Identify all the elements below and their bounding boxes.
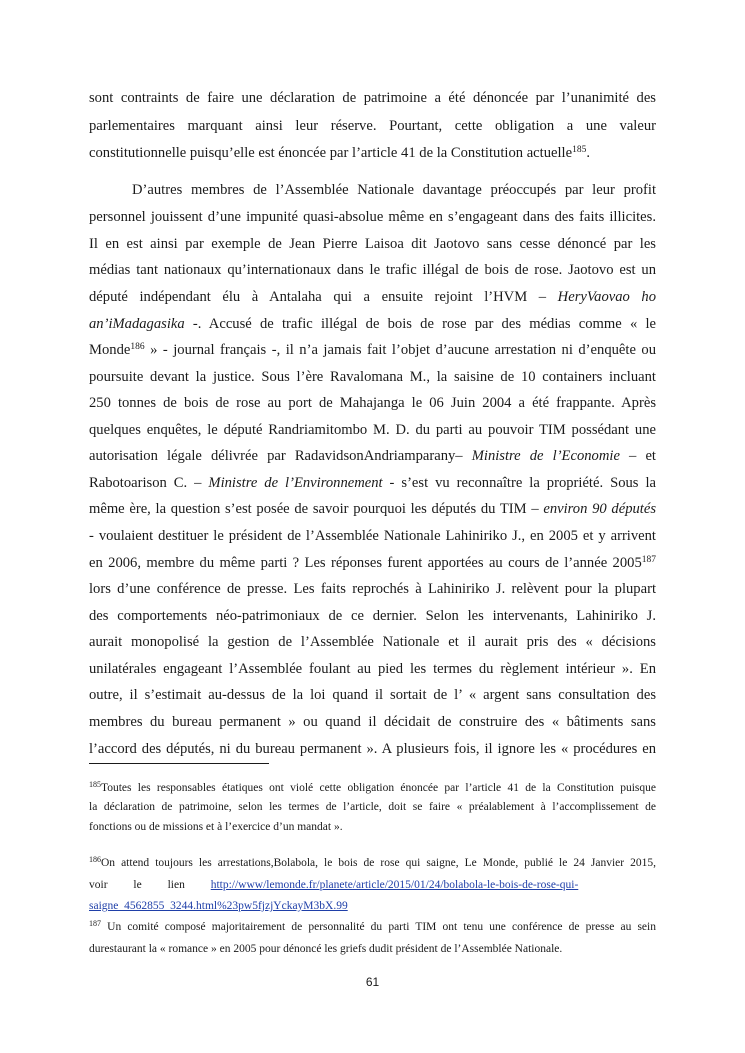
body-line: constitutionnelle puisqu’elle est énoncée par l’article 41 de la Constitution actuelle$^{185}$. <box>89 145 590 161</box>
body-line: Il en est ainsi par exemple de Jean Pierre Laisoa dit Jaotovo sans cesse dénoncé par les <box>89 236 656 252</box>
footnote-separator <box>89 763 269 764</box>
body-line: Monde$^{186}$ » - journal français -, il n’a jamais fait l’objet d’aucune arrestation ni d’enquête ou <box>89 342 656 358</box>
footnote-ref-185[interactable]: 185 <box>572 145 587 155</box>
body-line: sont contraints de faire une déclaration de patrimoine a été dénoncée par l’unanimité des <box>89 90 656 106</box>
footnote-link[interactable]: saigne_4562855_3244.html%23pw5fjzjYckayM3bX.99 <box>89 900 348 912</box>
body-line: député indépendant élu à Antalaha qui a ensuite rejoint l’HVM – HeryVaovao ho <box>89 289 656 305</box>
footnote-187: $^{187}$ Un comité composé majoritairement de personnalité du parti TIM ont tenu une conférence de presse au sein <box>89 919 656 933</box>
body-line: autorisation légale délivrée par RadavidsonAndriamparany– Ministre de l’Economie – et <box>89 448 656 464</box>
footnote-line: durestaurant la « romance » en 2005 pour dénoncé les griefs dudit président de l’Assemblée Nationale. <box>89 943 563 955</box>
footnote-line: fonctions ou de missions et à l’exercice d’un mandat ». <box>89 821 343 833</box>
page-number: 61 <box>365 975 380 989</box>
body-line: aurait monopolisé la gestion de l’Assemblée Nationale et il aurait pris des « décisions <box>89 634 656 650</box>
footnote-line <box>89 897 656 915</box>
body-line: 250 tonnes de bois de rose au port de Mahajanga le 06 Juin 2004 a été frappante. Après <box>89 395 656 411</box>
footnote-link[interactable]: http://www/lemonde.fr/planete/article/2015/01/24/bolabola-le-bois-de-rose-qui- <box>210 879 579 891</box>
body-line: l’accord des députés, ni du bureau permanent ». A plusieurs fois, il ignore les « procédures en <box>89 741 656 757</box>
body-line: personnel jouissent d’une impunité quasi-absolue même en s’engageant dans des faits illicites. <box>89 209 656 225</box>
body-line: médias tant nationaux qu’internationaux dans le trafic illégal de bois de rose. Jaotovo est un <box>89 262 656 278</box>
footnote-line: voir le lien http://www/lemonde.fr/planete/article/2015/01/24/bolabola-le-bois-de-rose-qui- <box>89 879 579 891</box>
footnote-ref-187[interactable]: 187 <box>641 555 656 565</box>
body-line: Rabotoarison C. – Ministre de l’Environnement - s’est vu reconnaître la propriété. Sous la <box>89 475 656 491</box>
body-line: parlementaires marquant ainsi leur réserve. Pourtant, cette obligation a une valeur <box>89 118 656 134</box>
body-line: membres du bureau permanent » ou quand il décidait de construire des « bâtiments sans <box>89 714 656 730</box>
body-line: en 2006, membre du même parti ? Les réponses furent apportées au cours de l’année 2005$^{187}$ <box>89 555 656 571</box>
body-line: des comportements néo-patrimoniaux de ce dernier. Selon les intervenants, Lahiniriko J. <box>89 608 656 624</box>
body-line: poursuite devant la justice. Sous l’ère Ravalomana M., la saisine de 10 containers incluant <box>89 369 656 385</box>
body-line: - voulaient destituer le président de l’Assemblée Nationale Lahiniriko J., en 2005 et y arrivent <box>89 528 656 544</box>
body-line: lors d’une conférence de presse. Les faits reprochés à Lahiniriko J. relèvent pour la plupart <box>89 581 656 597</box>
footnote-185: $^{185}$Toutes les responsables étatiques ont violé cette obligation énoncée par l’article 41 de la Constitution puisque <box>89 780 656 794</box>
footnote-line: la déclaration de patrimoine, selon les termes de l’article, doit se faire « préalablement à l’accomplissement de <box>89 801 656 813</box>
body-line: D’autres membres de l’Assemblée Nationale davantage préoccupés par leur profit <box>132 182 656 198</box>
body-line: unilatérales engageant l’Assemblée foulant au pied les termes du règlement intérieur ». En <box>89 661 656 677</box>
body-line: quelques enquêtes, le député Randriamitombo M. D. du parti au pouvoir TIM possédant une <box>89 422 656 438</box>
body-line: outre, il s’estimait au-dessus de la loi quand il sortait de l’ « argent sans consultation des <box>89 687 656 703</box>
footnote-186: $^{186}$On attend toujours les arrestations,Bolabola, le bois de rose qui saigne, Le Monde, publié le 24 Janvier 2015, <box>89 855 656 869</box>
body-line: an’iMadagasika -. Accusé de trafic illégal de bois de rose par des médias comme « le <box>89 316 656 332</box>
body-line: même ère, la question s’est posée de savoir pourquoi les députés du TIM – environ 90 députés <box>89 501 656 517</box>
footnote-ref-186[interactable]: 186 <box>130 342 145 352</box>
